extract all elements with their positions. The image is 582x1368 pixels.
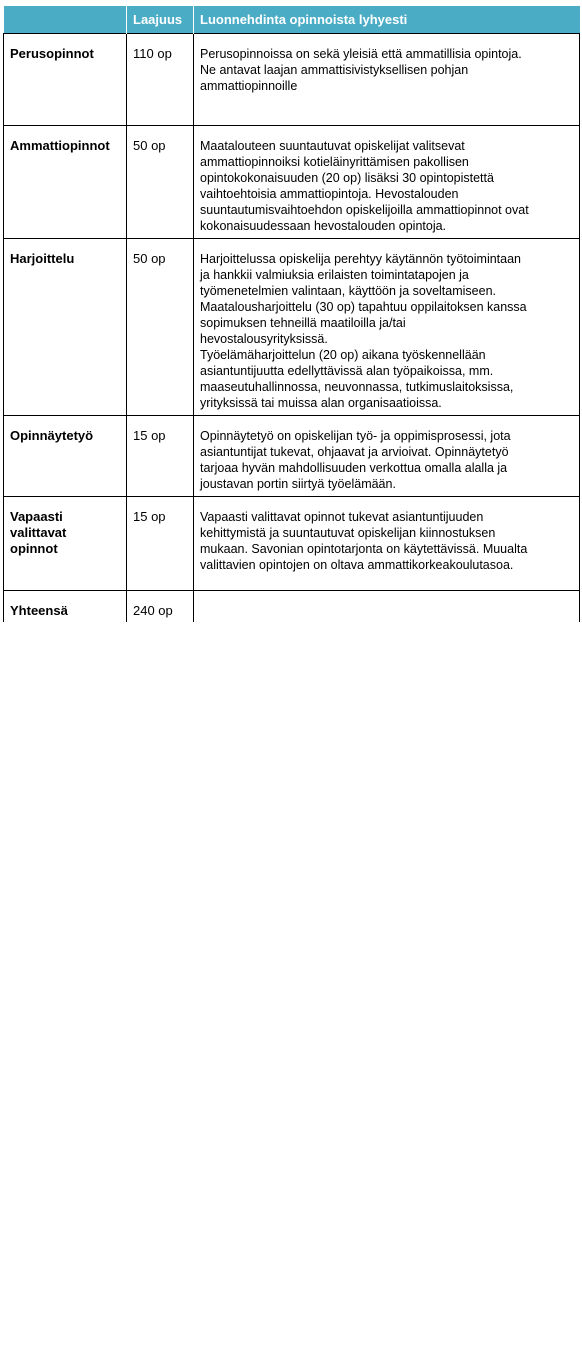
row-description bbox=[194, 416, 580, 497]
description-line: Opinnäytetyö on opiskelijan työ- ja oppimisprosessi, jota bbox=[200, 429, 511, 443]
table-row bbox=[4, 497, 580, 591]
description-line: joustavan portin siirtyä työelämään. bbox=[200, 477, 396, 491]
description-line: Maatalousharjoittelu (30 op) tapahtuu oppilaitoksen kanssa bbox=[200, 300, 527, 314]
description-line: Vapaasti valittavat opinnot tukevat asiantuntijuuden bbox=[200, 510, 484, 524]
description-line: ammattiopinnoiksi kotieläinyrittämisen pakollisen bbox=[200, 155, 469, 169]
header-description: Luonnehdinta opinnoista lyhyesti bbox=[194, 6, 580, 34]
row-name bbox=[4, 497, 127, 591]
header-empty bbox=[4, 6, 127, 34]
description-line: Ne antavat laajan ammattisivistyksellisen pohjan bbox=[200, 63, 469, 77]
row-credits: 15 op bbox=[127, 497, 194, 591]
table-total-row bbox=[4, 591, 580, 623]
total-label: Yhteensä bbox=[4, 591, 127, 623]
description-line: kokonaisuudessaan hevostalouden opintoja. bbox=[200, 219, 447, 233]
table-row bbox=[4, 126, 580, 239]
description-line: hevostalousyrityksissä. bbox=[200, 332, 328, 346]
description-line: maaseutuhallinnossa, neuvonnassa, tutkimuslaitoksissa, bbox=[200, 380, 514, 394]
row-description bbox=[194, 497, 580, 591]
total-description bbox=[194, 591, 580, 623]
row-name-line: opinnot bbox=[10, 541, 58, 556]
description-line: asiantuntijuutta edellyttävissä alan työpaikoissa, mm. bbox=[200, 364, 494, 378]
description-line: työmenetelmien valintaan, käyttöön ja soveltamiseen. bbox=[200, 284, 496, 298]
row-credits: 15 op bbox=[127, 416, 194, 497]
row-name: Ammattiopinnot bbox=[4, 126, 127, 239]
description-line: opintokokonaisuuden (20 op) lisäksi 30 opintopistettä bbox=[200, 171, 494, 185]
row-credits: 110 op bbox=[127, 34, 194, 126]
table-row bbox=[4, 34, 580, 126]
description-line: ja hankkii valmiuksia erilaisten toimintatapojen ja bbox=[200, 268, 469, 282]
description-line: Harjoittelussa opiskelija perehtyy käytännön työtoimintaan bbox=[200, 252, 522, 266]
description-line: Maatalouteen suuntautuvat opiskelijat valitsevat bbox=[200, 139, 465, 153]
description-line: ammattiopinnoille bbox=[200, 79, 298, 93]
description-line: sopimuksen tehneillä maatiloilla ja/tai bbox=[200, 316, 406, 330]
row-name: Harjoittelu bbox=[4, 239, 127, 416]
description-line: vaihtoehtoisia ammattiopintoja. Hevostalouden bbox=[200, 187, 459, 201]
row-name: Perusopinnot bbox=[4, 34, 127, 126]
row-description bbox=[194, 34, 580, 126]
table-header-row bbox=[4, 6, 580, 34]
row-name-line: Vapaasti bbox=[10, 509, 63, 524]
study-structure-table bbox=[3, 6, 580, 622]
description-line: suuntautumisvaihtoehdon opiskelijoilla ammattiopinnot ovat bbox=[200, 203, 529, 217]
row-name-line: valittavat bbox=[10, 525, 67, 540]
description-line: valittavien opintojen on oltava ammattikorkeakoulutasoa. bbox=[200, 558, 514, 572]
description-line: asiantuntijat tukevat, ohjaavat ja arvioivat. Opinnäytetyö bbox=[200, 445, 509, 459]
table-row bbox=[4, 239, 580, 416]
description-line: Perusopinnoissa on sekä yleisiä että ammatillisia opintoja. bbox=[200, 47, 522, 61]
description-line: Työelämäharjoittelun (20 op) aikana työskennellään bbox=[200, 348, 486, 362]
header-scope: Laajuus bbox=[127, 6, 194, 34]
description-line: yrityksissä tai muissa alan organisaatioissa. bbox=[200, 396, 442, 410]
row-credits: 50 op bbox=[127, 126, 194, 239]
row-description bbox=[194, 126, 580, 239]
description-line: mukaan. Savonian opintotarjonta on käytettävissä. Muualta bbox=[200, 542, 528, 556]
total-credits: 240 op bbox=[127, 591, 194, 623]
row-description bbox=[194, 239, 580, 416]
description-line: kehittymistä ja suuntautuvat opiskelijan kiinnostuksen bbox=[200, 526, 496, 540]
row-credits: 50 op bbox=[127, 239, 194, 416]
description-line: tarjoaa hyvän mahdollisuuden verkottua omalla alalla ja bbox=[200, 461, 508, 475]
table-row bbox=[4, 416, 580, 497]
row-name: Opinnäytetyö bbox=[4, 416, 127, 497]
